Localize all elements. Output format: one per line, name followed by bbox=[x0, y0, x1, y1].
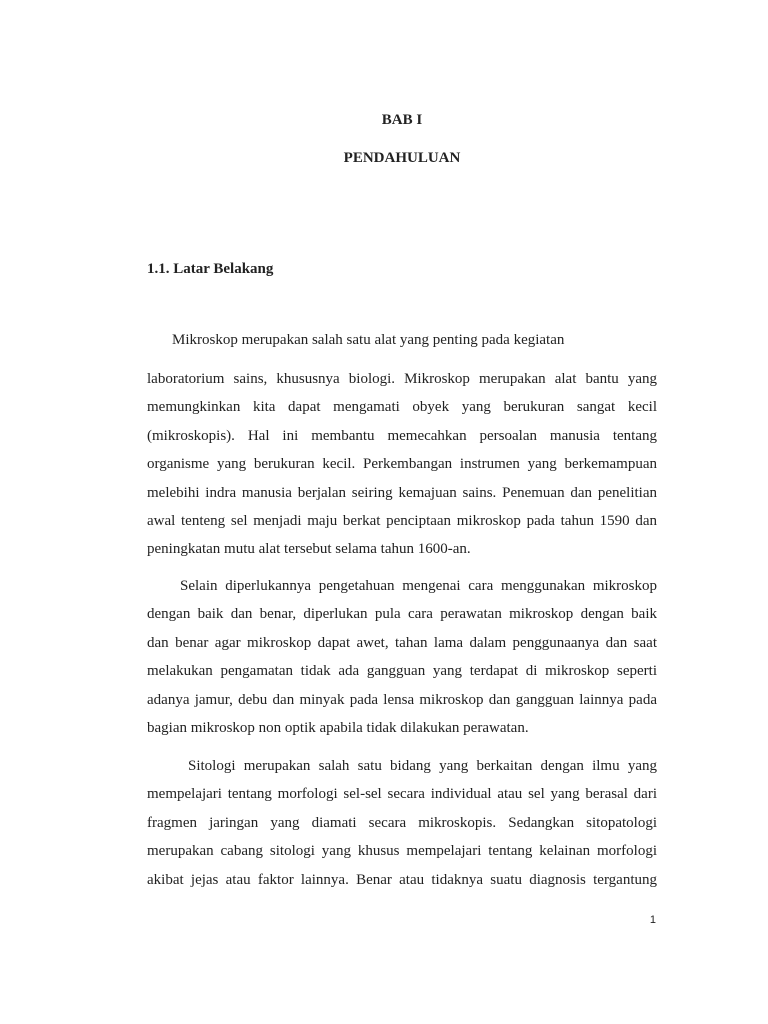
paragraph-line: dengan baik dan benar, diperlukan pula cara perawatan mikroskop dengan baik bbox=[147, 606, 657, 623]
paragraph-line: merupakan cabang sitologi yang khusus mempelajari tentang kelainan morfologi bbox=[147, 843, 657, 860]
paragraph-line: melakukan pengamatan tidak ada gangguan yang terdapat di mikroskop seperti bbox=[147, 663, 657, 680]
page-number: 1 bbox=[649, 914, 656, 926]
paragraph bbox=[147, 752, 657, 894]
paragraph bbox=[147, 572, 657, 742]
paragraph-line: akibat jejas atau faktor lainnya. Benar atau tidaknya suatu diagnosis tergantung bbox=[147, 871, 657, 888]
paragraph-line: bagian mikroskop non optik apabila tidak dilakukan perawatan. bbox=[147, 719, 529, 736]
paragraph-line: dan benar agar mikroskop dapat awet, tahan lama dalam penggunaanya dan saat bbox=[147, 634, 657, 651]
paragraph-line: laboratorium sains, khususnya biologi. Mikroskop merupakan alat bantu yang bbox=[147, 371, 657, 387]
paragraph-line: Selain diperlukannya pengetahuan mengenai cara menggunakan mikroskop bbox=[180, 578, 657, 594]
chapter-title: PENDAHULUAN bbox=[343, 150, 461, 166]
paragraph-line: adanya jamur, debu dan minyak pada lensa mikroskop dan gangguan lainnya pada bbox=[147, 691, 657, 708]
paragraph bbox=[147, 365, 657, 564]
paragraph-line: mempelajari tentang morfologi sel-sel secara individual atau sel yang berasal dari bbox=[147, 786, 657, 803]
paragraph-line: (mikroskopis). Hal ini membantu memecahkan persoalan manusia tentang bbox=[147, 427, 657, 444]
paragraph-line: melebihi indra manusia berjalan seiring kemajuan sains. Penemuan dan penelitian bbox=[147, 484, 657, 501]
intro-line: Mikroskop merupakan salah satu alat yang penting pada kegiatan bbox=[172, 332, 565, 348]
paragraph-line: Sitologi merupakan salah satu bidang yang berkaitan dengan ilmu yang bbox=[188, 758, 657, 774]
section-heading: 1.1. Latar Belakang bbox=[147, 261, 274, 277]
paragraph-line: organisme yang berukuran kecil. Perkembangan instrumen yang berkemampuan bbox=[147, 456, 657, 473]
paragraph-line: fragmen jaringan yang diamati secara mikroskopis. Sedangkan sitopatologi bbox=[147, 814, 657, 831]
paragraph-line: peningkatan mutu alat tersebut selama tahun 1600-an. bbox=[147, 541, 471, 558]
paragraph-line: awal tenteng sel menjadi maju berkat penciptaan mikroskop pada tahun 1590 dan bbox=[147, 512, 657, 529]
paragraph-line: memungkinkan kita dapat mengamati obyek yang berukuran sangat kecil bbox=[147, 399, 657, 416]
chapter-label: BAB I bbox=[381, 112, 423, 128]
